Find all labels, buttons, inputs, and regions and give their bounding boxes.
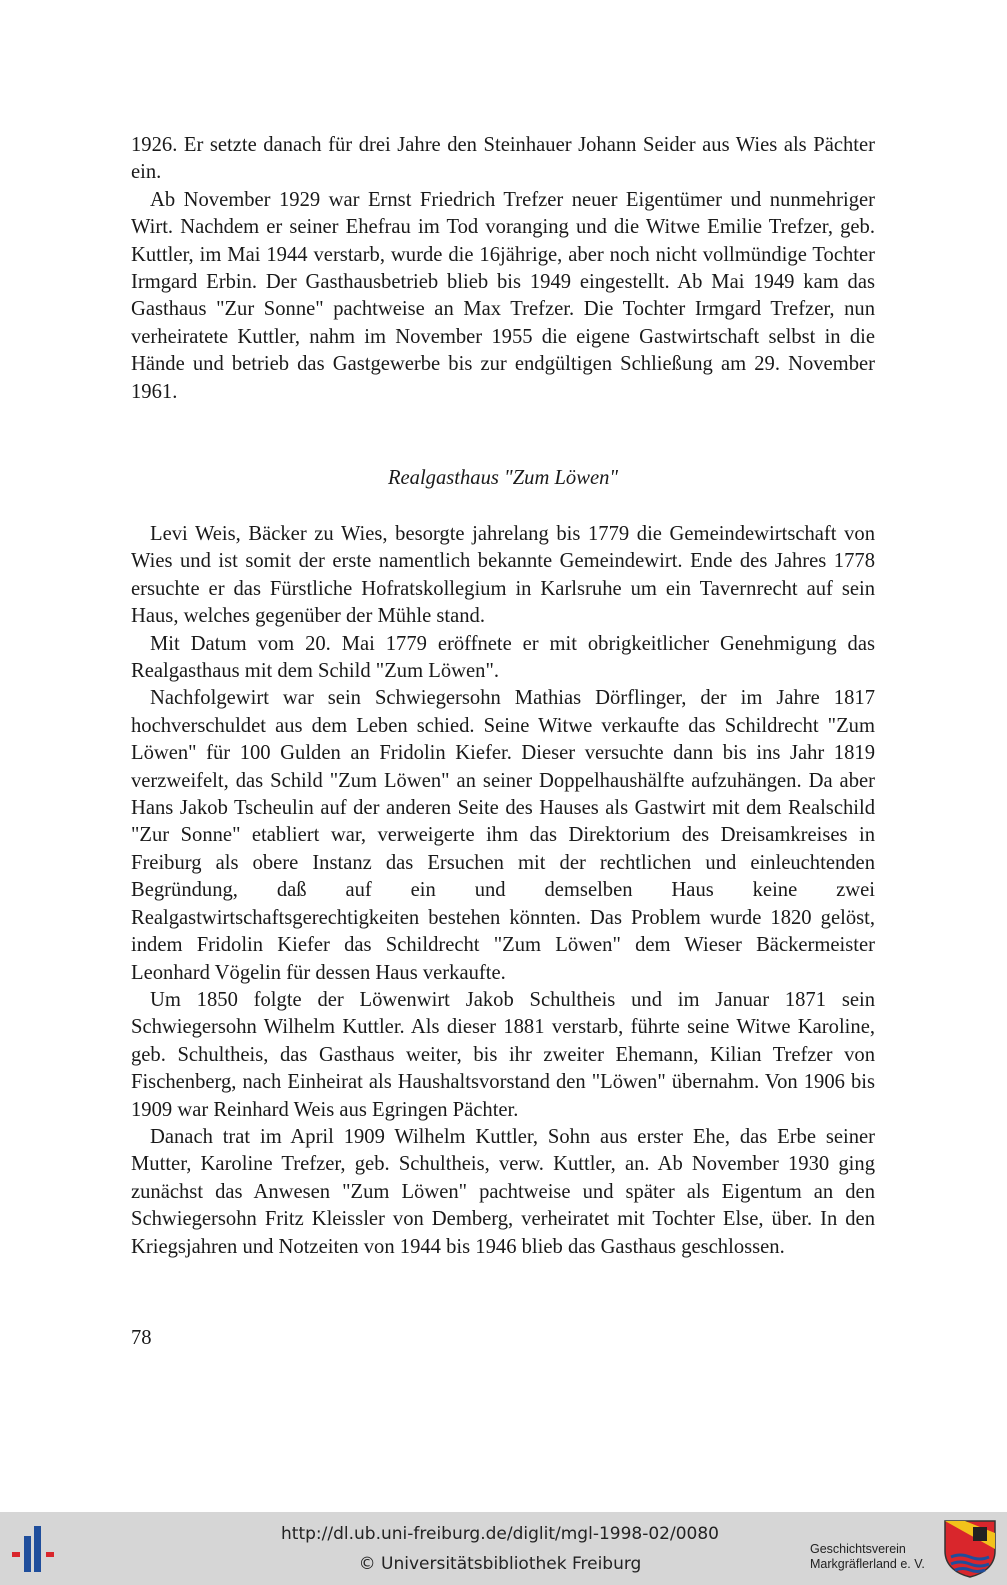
paragraph: Nachfolgewirt war sein Schwiegersohn Mathias Dörflinger, der im Jahre 1817 hochverschuldet aus dem Leben schied. Seine Witwe verkaufte das Schildrecht "Zum Löwen" für 100 Gulden an Fridolin Kiefer. Dieser versuchte dann bis ins Jahr 1819 verzweifelt, das Schild "Zum Löwen" an seiner Doppelhaushälfte aufzuhängen. Da aber Hans Jakob Tscheulin auf der anderen Seite des Hauses als Gastwirt mit dem Realschild "Zur Sonne" etabliert war, verweigerte ihm das Direktorium des Dreisamkreises in Freiburg als obere Instanz das Ersuchen mit der rechtlichen und einleuchtenden Begründung, daß auf ein und demselben Haus keine zwei Realgastwirtschaftsgerechtigkeiten bestehen könnten. Das Problem wurde 1820 gelöst, indem Fridolin Kiefer das Schildrecht "Zum Löwen" dem Wieser Bäckermeister Leonhard Vögelin für dessen Haus verkaufte. [131, 687, 875, 984]
society-line-2: Markgräflerland e. V. [810, 1557, 925, 1571]
paragraph: Levi Weis, Bäcker zu Wies, besorgte jahrelang bis 1779 die Gemeindewirtschaft von Wies und ist somit der erste namentlich bekannte Gemeindewirt. Ende des Jahres 1778 ersuchte er das Fürstliche Hofratskollegium in Karlsruhe um ein Tavernrecht auf sein Haus, welches gegenüber der Mühle stand. [131, 523, 875, 628]
page-number: 78 [131, 1327, 152, 1349]
paragraph: Mit Datum vom 20. Mai 1779 eröffnete er mit obrigkeitlicher Genehmigung das Realgasthaus mit dem Schild "Zum Löwen". [131, 632, 875, 683]
paragraph: Danach trat im April 1909 Wilhelm Kuttler, Sohn aus erster Ehe, das Erbe seiner Mutter, Karoline Trefzer, geb. Schultheis, verw. Kuttler, an. Ab November 1930 ging zunächst das Anwesen "Zum Löwen" pachtweise und später als Eigentum an den Schwiegersohn Fritz Kleissler von Demberg, verheiratet mit Tochter Else, über. In den Kriegsjahren und Notzeiten von 1944 bis 1946 blieb das Gasthaus geschlossen. [131, 1125, 875, 1258]
copyright-text: © Universitätsbibliothek Freiburg [358, 1554, 642, 1574]
footer-bar [0, 1512, 1007, 1585]
text-block-top [131, 132, 875, 406]
text-block-main [131, 521, 875, 1261]
society-name [810, 1542, 940, 1572]
permalink-url[interactable]: http://dl.ub.uni-freiburg.de/diglit/mgl-1998-02/0080 [281, 1524, 719, 1544]
ub-freiburg-logo-icon[interactable] [12, 1526, 64, 1572]
paragraph: 1926. Er setzte danach für drei Jahre den Steinhauer Johann Seider aus Wies als Pächter ein. [131, 134, 875, 184]
paragraph: Um 1850 folgte der Löwenwirt Jakob Schultheis und im Januar 1871 sein Schwiegersohn Wilhelm Kuttler. Als dieser 1881 verstarb, führte seine Witwe Karoline, geb. Schultheis, das Gasthaus weiter, bis ihr zweiter Ehemann, Kilian Trefzer von Fischenberg, nach Einheirat als Haushaltsvorstand den "Löwen" übernahm. Von 1906 bis 1909 war Reinhard Weis aus Egringen Pächter. [131, 988, 875, 1121]
society-line-1: Geschichtsverein [810, 1542, 906, 1556]
coat-of-arms-icon[interactable] [943, 1519, 997, 1579]
section-heading: Realgasthaus "Zum Löwen" [387, 467, 619, 489]
paragraph: Ab November 1929 war Ernst Friedrich Trefzer neuer Eigentümer und nunmehriger Wirt. Nachdem er seiner Ehefrau im Tod voranging und die Witwe Emilie Trefzer, geb. Kuttler, im Mai 1944 verstarb, wurde die 16jährige, aber noch nicht vollmündige Tochter Irmgard Erbin. Der Gasthausbetrieb blieb bis 1949 eingestellt. Ab Mai 1949 kam das Gasthaus "Zur Sonne" pachtweise an Max Trefzer. Die Tochter Irmgard Trefzer, nun verheiratete Kuttler, nahm im November 1955 die eigene Gastwirtschaft selbst in die Hände und betrieb das Gastgewerbe bis zur endgültigen Schließung am 29. November 1961. [131, 188, 875, 403]
